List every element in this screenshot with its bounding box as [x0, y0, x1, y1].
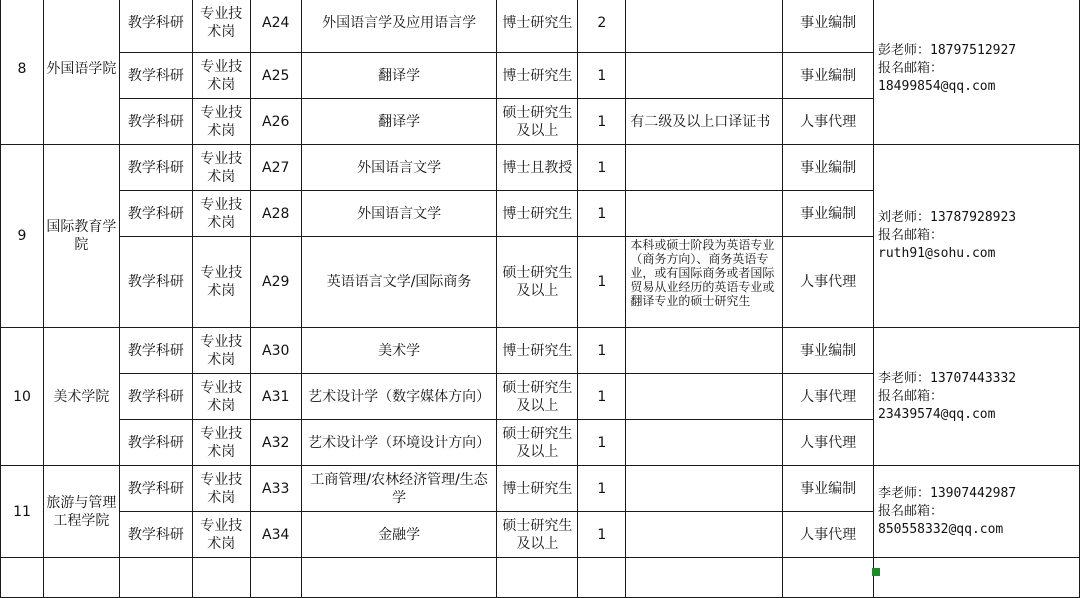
cell-requirement[interactable]: 本科或硕士阶段为英语专业（商务方向）、商务英语专业，或有国际商务或者国际贸易从业经历的英语专业或翻译专业的硕士研究生: [626, 237, 783, 328]
cell-employment-form[interactable]: 人事代理: [783, 237, 874, 328]
cell-major[interactable]: 艺术设计学（环境设计方向）: [301, 420, 497, 466]
cell-post[interactable]: 专业技术岗: [192, 420, 250, 466]
cell-requirement[interactable]: [626, 328, 783, 374]
cell-code[interactable]: A27: [250, 145, 301, 191]
cell-requirement[interactable]: [626, 0, 783, 53]
contact-email-label: 报名邮箱：: [878, 228, 944, 243]
contact-teacher: 李老师：13707443332: [878, 370, 1017, 386]
cell-major[interactable]: 外国语言文学: [301, 145, 497, 191]
cell-count[interactable]: 1: [578, 420, 626, 466]
cell-education[interactable]: 硕士研究生及以上: [497, 420, 578, 466]
cell-requirement[interactable]: [626, 558, 783, 598]
cell-code[interactable]: A25: [250, 53, 301, 99]
cell-code[interactable]: A24: [250, 0, 301, 53]
cell-employment-form[interactable]: 人事代理: [783, 99, 874, 145]
table-row: [1, 145, 1080, 191]
cell-education[interactable]: 博士研究生: [497, 53, 578, 99]
cell-no[interactable]: [1, 558, 44, 598]
cell-major[interactable]: 翻译学: [301, 99, 497, 145]
cell-code[interactable]: A29: [250, 237, 301, 328]
contact-email-label: 报名邮箱：: [878, 388, 944, 404]
cell-type[interactable]: 教学科研: [119, 374, 192, 420]
cell-count[interactable]: 2: [578, 0, 626, 53]
cell-education[interactable]: [497, 558, 578, 598]
cell-education[interactable]: 博士且教授: [497, 145, 578, 191]
table-row: [1, 466, 1080, 512]
cell-employment-form[interactable]: 事业编制: [783, 466, 874, 512]
cell-requirement[interactable]: [626, 512, 783, 558]
cell-type[interactable]: [119, 558, 192, 598]
contact-teacher: 李老师：13907442987: [878, 485, 1017, 501]
contact-teacher: 刘老师：13787928923: [878, 210, 1017, 225]
cell-code[interactable]: A26: [250, 99, 301, 145]
cell-college[interactable]: 旅游与管理工程学院: [43, 466, 119, 558]
cell-code[interactable]: [250, 558, 301, 598]
cell-code[interactable]: A28: [250, 191, 301, 237]
cell-requirement[interactable]: [626, 191, 783, 237]
cell-requirement[interactable]: 有二级及以上口译证书: [626, 99, 783, 145]
cell-requirement[interactable]: [626, 374, 783, 420]
cell-education[interactable]: 博士研究生: [497, 328, 578, 374]
contact-email: 23439574@qq.com: [878, 406, 996, 422]
cell-no[interactable]: 9: [1, 145, 44, 328]
cell-major[interactable]: 外国语言文学: [301, 191, 497, 237]
cell-type[interactable]: 教学科研: [119, 53, 192, 99]
cell-post[interactable]: 专业技术岗: [192, 512, 250, 558]
cell-education[interactable]: 博士研究生: [497, 191, 578, 237]
cell-type[interactable]: 教学科研: [119, 420, 192, 466]
cell-type[interactable]: 教学科研: [119, 466, 192, 512]
cell-employment-form[interactable]: 人事代理: [783, 512, 874, 558]
cell-education[interactable]: 博士研究生: [497, 466, 578, 512]
cell-type[interactable]: 教学科研: [119, 99, 192, 145]
cell-count[interactable]: 1: [578, 466, 626, 512]
cell-education[interactable]: 硕士研究生及以上: [497, 374, 578, 420]
cell-post[interactable]: 专业技术岗: [192, 374, 250, 420]
cell-contact[interactable]: [874, 145, 1080, 328]
cell-count[interactable]: [578, 558, 626, 598]
cell-education[interactable]: 硕士研究生及以上: [497, 237, 578, 328]
contact-teacher: 彭老师：18797512927: [878, 43, 1017, 58]
cell-requirement[interactable]: [626, 466, 783, 512]
cell-no[interactable]: 10: [1, 328, 44, 466]
cell-employment-form[interactable]: 事业编制: [783, 145, 874, 191]
cell-count[interactable]: 1: [578, 328, 626, 374]
contact-email: 18499854@qq.com: [878, 79, 996, 94]
cell-contact[interactable]: [874, 328, 1080, 466]
table-row-partial: [1, 558, 1080, 598]
cell-code[interactable]: A30: [250, 328, 301, 374]
cell-major[interactable]: 翻译学: [301, 53, 497, 99]
cell-post[interactable]: 专业技术岗: [192, 237, 250, 328]
cell-no[interactable]: 11: [1, 466, 44, 558]
cell-type[interactable]: 教学科研: [119, 191, 192, 237]
cell-count[interactable]: 1: [578, 53, 626, 99]
cell-employment-form[interactable]: 事业编制: [783, 328, 874, 374]
cell-no[interactable]: 8: [1, 0, 44, 145]
cell-requirement[interactable]: [626, 145, 783, 191]
cell-post[interactable]: 专业技术岗: [192, 99, 250, 145]
cell-employment-form[interactable]: 事业编制: [783, 53, 874, 99]
cell-college[interactable]: 外国语学院: [43, 0, 119, 145]
selection-fill-handle[interactable]: [872, 568, 880, 576]
contact-email: 850558332@qq.com: [878, 521, 1004, 537]
cell-count[interactable]: 1: [578, 237, 626, 328]
cell-major[interactable]: 外国语言学及应用语言学: [301, 0, 497, 53]
cell-employment-form[interactable]: 人事代理: [783, 374, 874, 420]
cell-type[interactable]: 教学科研: [119, 0, 192, 53]
cell-type[interactable]: 教学科研: [119, 237, 192, 328]
cell-type[interactable]: 教学科研: [119, 512, 192, 558]
cell-code[interactable]: A33: [250, 466, 301, 512]
cell-requirement[interactable]: [626, 420, 783, 466]
cell-count[interactable]: 1: [578, 145, 626, 191]
cell-education[interactable]: 博士研究生: [497, 0, 578, 53]
cell-post[interactable]: 专业技术岗: [192, 191, 250, 237]
cell-type[interactable]: 教学科研: [119, 328, 192, 374]
contact-email-label: 报名邮箱：: [878, 61, 944, 76]
cell-requirement[interactable]: [626, 53, 783, 99]
cell-count[interactable]: 1: [578, 512, 626, 558]
cell-education[interactable]: 硕士研究生及以上: [497, 512, 578, 558]
cell-contact[interactable]: [874, 466, 1080, 558]
contact-email-label: 报名邮箱：: [878, 503, 944, 519]
cell-major[interactable]: [301, 558, 497, 598]
cell-count[interactable]: 1: [578, 191, 626, 237]
cell-employment-form[interactable]: 事业编制: [783, 0, 874, 53]
cell-employment-form[interactable]: 人事代理: [783, 420, 874, 466]
table-row: [1, 328, 1080, 374]
cell-post[interactable]: 专业技术岗: [192, 328, 250, 374]
cell-code[interactable]: A32: [250, 420, 301, 466]
cell-contact[interactable]: [874, 0, 1080, 145]
cell-post[interactable]: 专业技术岗: [192, 145, 250, 191]
cell-contact[interactable]: [874, 558, 1080, 598]
cell-employment-form[interactable]: 事业编制: [783, 191, 874, 237]
cell-employment-form[interactable]: [783, 558, 874, 598]
cell-college[interactable]: 美术学院: [43, 328, 119, 466]
cell-major[interactable]: 英语语言文学/国际商务: [301, 237, 497, 328]
cell-post[interactable]: 专业技术岗: [192, 0, 250, 53]
cell-post[interactable]: [192, 558, 250, 598]
table-row: [1, 0, 1080, 53]
cell-code[interactable]: A34: [250, 512, 301, 558]
contact-email: ruth91@sohu.com: [878, 246, 996, 261]
cell-major[interactable]: 美术学: [301, 328, 497, 374]
cell-education[interactable]: 硕士研究生及以上: [497, 99, 578, 145]
cell-post[interactable]: 专业技术岗: [192, 53, 250, 99]
cell-major[interactable]: 工商管理/农林经济管理/生态学: [301, 466, 497, 512]
cell-type[interactable]: 教学科研: [119, 145, 192, 191]
cell-code[interactable]: A31: [250, 374, 301, 420]
table-body: [1, 0, 1080, 598]
cell-count[interactable]: 1: [578, 374, 626, 420]
cell-college[interactable]: 国际教育学院: [43, 145, 119, 328]
cell-college[interactable]: [43, 558, 119, 598]
cell-count[interactable]: 1: [578, 99, 626, 145]
cell-major[interactable]: 艺术设计学（数字媒体方向）: [301, 374, 497, 420]
cell-major[interactable]: 金融学: [301, 512, 497, 558]
cell-post[interactable]: 专业技术岗: [192, 466, 250, 512]
